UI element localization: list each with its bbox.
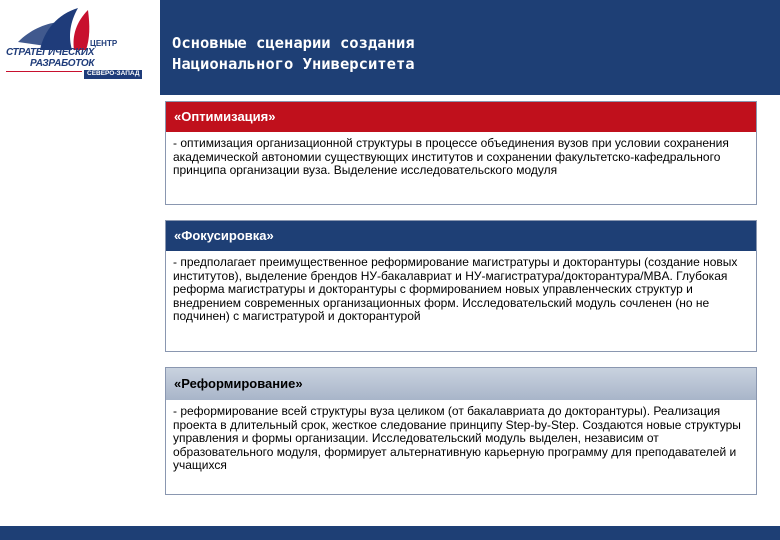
scenario-title: «Оптимизация» [166,102,756,132]
scenario-card-reform [165,367,757,495]
scenario-description: - реформирование всей структуры вуза целиком (от бакалавриата до докторантуры). Реализация проекта в длительный срок, жесткое следование принципу Step-by-Step. Создаются новые структуры управления и формы организации. Исследовательский модуль выделен, независим от образовательного модуля, формирует альтернативную карьерную программу для преподавателей и учащихся [173,404,741,473]
slide-header [160,0,780,95]
logo-line-2: РАЗРАБОТОК [30,58,95,69]
logo-region-badge: СЕВЕРО-ЗАПАД [84,70,142,79]
scenario-title: «Фокусировка» [166,221,756,251]
logo-center-text: ЦЕНТР [90,39,118,48]
logo-divider [6,71,82,72]
scenario-title: «Реформирование» [166,368,756,400]
scenario-description: - оптимизация организационной структуры в процессе объединения вузов при условии сохранения академической автономии существующих институтов и сохранении факультетско-кафедрального принципа организации вуза. Выделение исследовательского модуля [173,136,729,178]
scenario-card-optimization [165,101,757,205]
logo [0,0,160,95]
page-title: Основные сценарии создания Национального Университета [172,34,415,73]
scenario-description: - предполагает преимущественное реформирование магистратуры и докторантуры (создание новых институтов), выделение брендов НУ-бакалавриат и НУ-магистратура/докторантура/MBA. Глубокая реформа магистратуры и докторантуры с формированием новых управленческих структур и внедрением современных организационных форм. Исследовательский модуль сочленен (но не подчинен) с магистратурой и докторантурой [173,255,738,324]
footer-bar [0,526,780,540]
scenario-card-focusing [165,220,757,352]
logo-line-1: СТРАТЕГИЧЕСКИХ [6,47,95,58]
